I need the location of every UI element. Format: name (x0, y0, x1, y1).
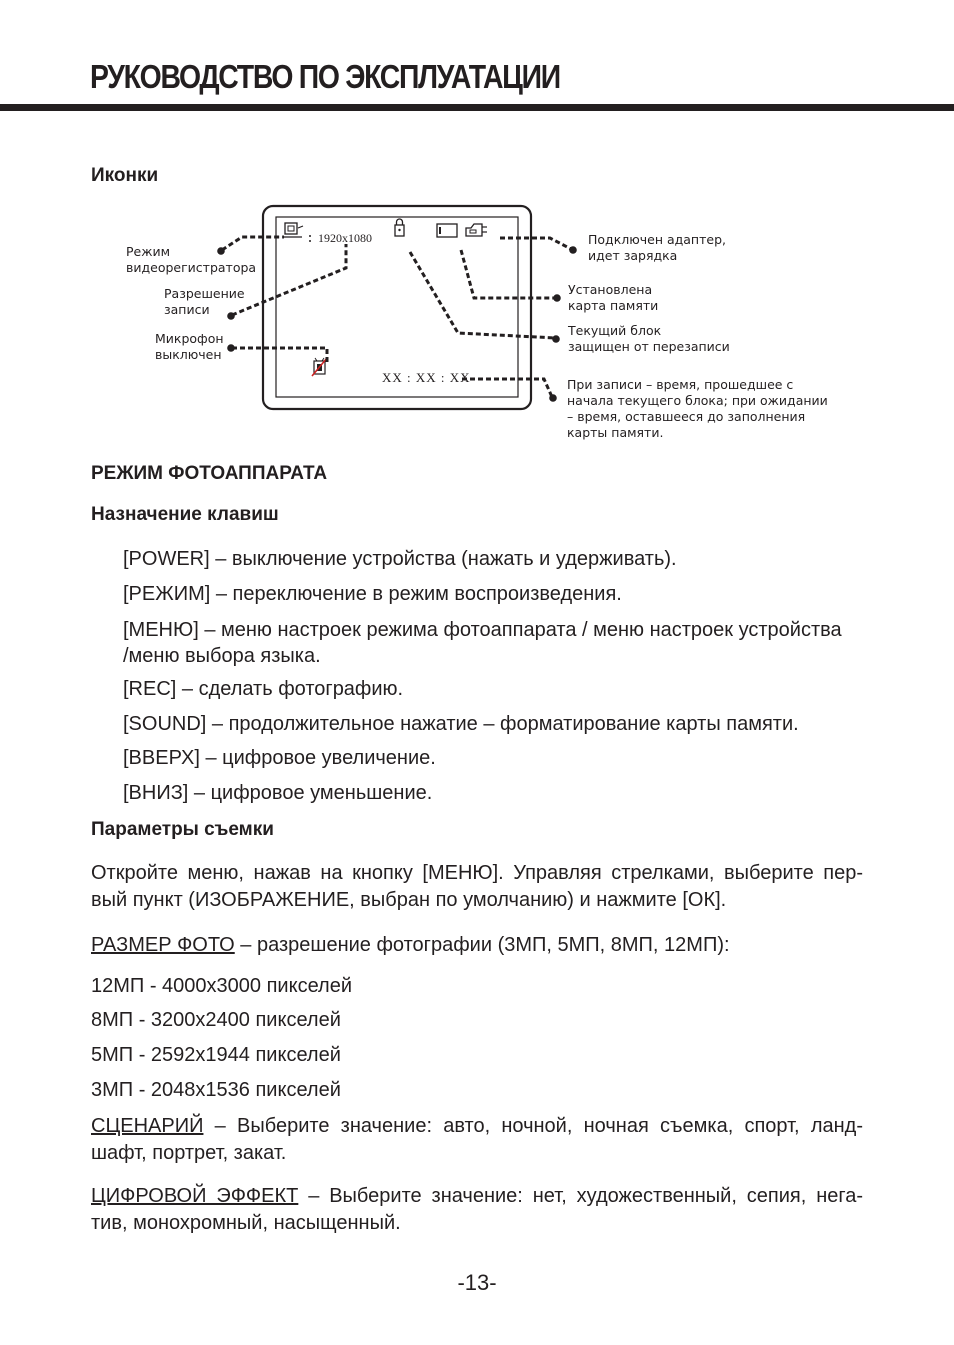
size-12mp: 12МП - 4000x3000 пикселей (91, 975, 352, 997)
key-menu: [МЕНЮ] – меню настроек режима фотоаппарата / меню настроек устройства /меню выбора языка. (123, 619, 842, 667)
callout-time: При записи – время, прошедшее с начала текущего блока; при ожидании – время, оставшееся до заполнения карты памяти. (567, 377, 828, 440)
photo-size-line: РАЗМЕР ФОТО – разрешение фотографии (3МП, 5МП, 8МП, 12МП): (91, 934, 730, 956)
callout-recorder-mode: Режим видеорегистратора (126, 244, 257, 275)
leader-adapter (500, 238, 571, 249)
key-mode: [РЕЖИМ] – переключение в режим воспроизведения. (123, 583, 622, 605)
callout-memory-card: Установлена карта памяти (568, 282, 659, 313)
callout-mic-off: Микрофон выключен (155, 331, 224, 362)
header-rule (0, 104, 954, 111)
camera-mode-heading: РЕЖИМ ФОТОАППАРАТА (91, 463, 328, 484)
scenario-paragraph: СЦЕНАРИЙ – Выберите значение: авто, ночной, ночная съемка, спорт, ланд-шафт, портрет, закат. (91, 1115, 863, 1164)
key-up: [ВВЕРХ] – цифровое увеличение. (123, 747, 436, 769)
key-power: [POWER] – выключение устройства (нажать и удерживать). (123, 548, 677, 570)
callout-adapter: Подключен адаптер, идет зарядка (588, 232, 726, 263)
memory-card-icon (437, 224, 457, 237)
screen-resolution: 1920x1080 (318, 231, 372, 245)
params-heading: Параметры съемки (91, 819, 274, 840)
mic-off-icon (312, 358, 327, 376)
page-title: РУКОВОДСТВО ПО ЭКСПЛУАТАЦИИ (90, 58, 560, 95)
leader-time (462, 379, 552, 397)
leader-card (461, 250, 557, 298)
callout-record-resolution: Разрешение записи (164, 286, 245, 317)
adapter-icon (466, 224, 487, 236)
leader-mic (232, 348, 327, 362)
icons-heading: Иконки (91, 165, 159, 186)
key-down: [ВНИЗ] – цифровое уменьшение. (123, 782, 433, 804)
key-sound: [SOUND] – продолжительное нажатие – форматирование карты памяти. (123, 713, 799, 735)
lock-icon (395, 219, 404, 236)
video-recorder-icon (283, 223, 311, 242)
size-8mp: 8МП - 3200x2400 пикселей (91, 1009, 341, 1031)
effect-paragraph: ЦИФРОВОЙ ЭФФЕКТ – Выберите значение: нет, художественный, сепия, нега-тив, монохромный, насыщенный. (91, 1185, 863, 1234)
intro-paragraph: Откройте меню, нажав на кнопку [МЕНЮ]. Управляя стрелками, выберите пер-вый пункт (ИЗОБРАЖЕНИЕ, выбран по умолчанию) и нажмите [ОК]. (91, 862, 863, 911)
size-5mp: 5МП - 2592x1944 пикселей (91, 1044, 341, 1066)
key-rec: [REC] – сделать фотографию. (123, 678, 404, 700)
leader-lock (410, 252, 556, 338)
size-3mp: 3МП - 2048x1536 пикселей (91, 1079, 341, 1101)
keys-heading: Назначение клавиш (91, 504, 279, 525)
page-number: -13- (457, 1270, 497, 1295)
callout-block-protected: Текущий блок защищен от перезаписи (568, 323, 730, 354)
screen-timecode: XX : XX : XX (382, 370, 471, 385)
